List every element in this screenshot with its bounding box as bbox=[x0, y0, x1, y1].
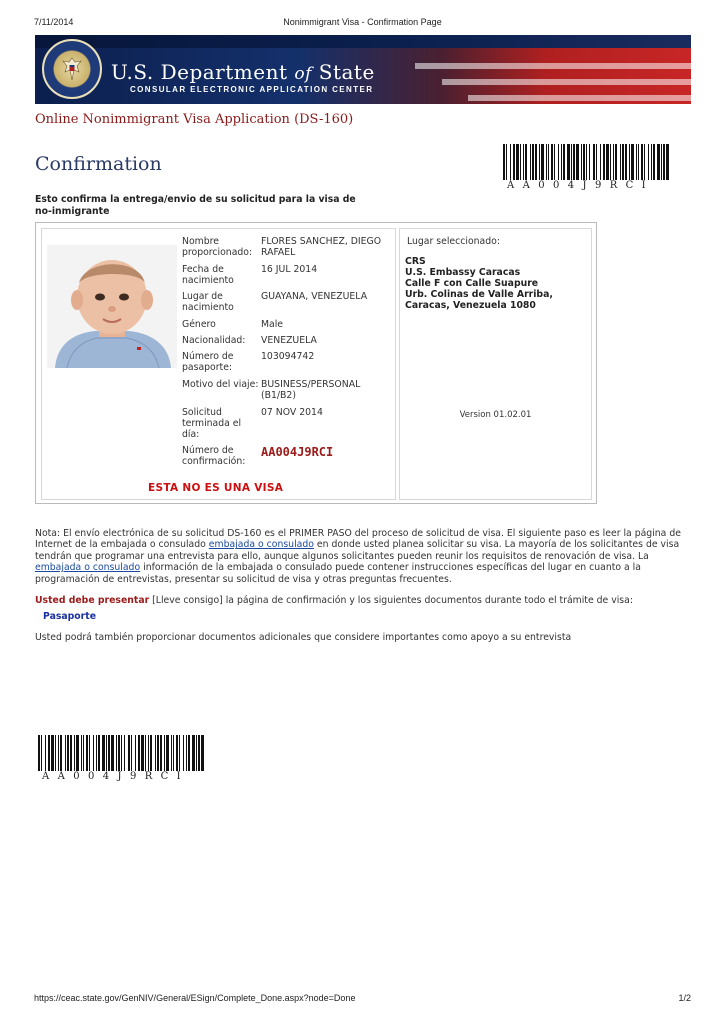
location-box bbox=[399, 228, 592, 500]
state-department-seal-icon bbox=[42, 39, 102, 99]
department-name: U.S. Department of State bbox=[111, 60, 375, 84]
barcode-icon bbox=[38, 735, 204, 771]
ceac-subtitle: CONSULAR ELECTRONIC APPLICATION CENTER bbox=[130, 85, 374, 94]
dos-banner bbox=[35, 35, 691, 104]
print-footer bbox=[34, 993, 691, 1007]
applicant-photo bbox=[47, 245, 177, 368]
barcode-text: AA004J9RCI bbox=[507, 180, 655, 191]
page-url: https://ceac.state.gov/GenNIV/General/ESign/Complete_Done.aspx?node=Done bbox=[34, 993, 356, 1003]
version-text: Version 01.02.01 bbox=[459, 410, 532, 420]
page-title: Confirmation bbox=[35, 153, 162, 175]
print-header bbox=[34, 17, 691, 31]
applicant-box: Nombre proporcionado: FLORES SANCHEZ, DIEGO RAFAEL Fecha de nacimiento 16 JUL 2014 Lugar de nacimiento GUAYANA, VENEZUELA Género Male Nacionalidad: VENEZUELA Número de pasaporte: 103094742 Motivo del viaje: BUSINESS/PERSONAL (B1/B2) Solicitud terminada el día: 07 NOV 2014 Número de confirmación: AA004J9RCI ESTA NO ES UNA VISA bbox=[41, 228, 396, 500]
embassy-link-2[interactable]: embajada o consulado bbox=[35, 562, 141, 574]
barcode-text: AA004J9RCI bbox=[42, 771, 190, 782]
not-a-visa-warning: ESTA NO ES UNA VISA bbox=[148, 482, 284, 494]
documents-required: Usted debe presentar [Lleve consigo] la página de confirmación y los siguientes documentos durante todo el trámite de visa: bbox=[35, 595, 633, 606]
embassy-link-1[interactable]: embajada o consulado bbox=[208, 539, 314, 551]
intro-text: Esto confirma la entrega/envio de su solicitud para la visa de no-inmigrante bbox=[35, 194, 356, 217]
page-number: 1/2 bbox=[678, 993, 691, 1003]
confirmation-barcode-top bbox=[503, 144, 673, 191]
barcode-icon bbox=[503, 144, 669, 180]
location-address: CRS U.S. Embassy Caracas Calle F con Calle Suapure Urb. Colinas de Valle Arriba, Caracas, Venezuela 1080 bbox=[405, 256, 553, 311]
baby-photo-icon bbox=[47, 245, 177, 368]
document-passport: Pasaporte bbox=[43, 611, 97, 622]
confirmation-barcode-bottom bbox=[38, 735, 208, 782]
application-title: Online Nonimmigrant Visa Application (DS-160) bbox=[35, 112, 354, 127]
print-date: 7/11/2014 bbox=[34, 17, 74, 27]
location-label: Lugar seleccionado: bbox=[407, 236, 500, 247]
eagle-icon bbox=[61, 56, 83, 82]
print-title: Nonimmigrant Visa - Confirmation Page bbox=[283, 17, 442, 27]
confirmation-panel bbox=[35, 222, 597, 504]
additional-documents-text: Usted podrá también proporcionar documentos adicionales que considere importantes como apoyo a su entrevista bbox=[35, 632, 572, 643]
note-paragraph: Nota: El envío electrónica de su solicitud DS-160 es el PRIMER PASO del proceso de solicitud de visa. El siguiente paso es leer la página de Internet de la embajada o consulado embajada o consulado en donde usted planea solicitar su visa. La mayoría de los solicitantes de visa tendrán que programar una entrevista para ello, aunque algunos solicitantes pueden reunir los requisitos de renovación de visa. La embajada o consulado información de la embajada o consulado puede contener instrucciones específicas del lugar en cuanto a la programación de entrevistas, presentar su solicitud de visa y otras preguntas frecuentes. bbox=[35, 528, 681, 585]
